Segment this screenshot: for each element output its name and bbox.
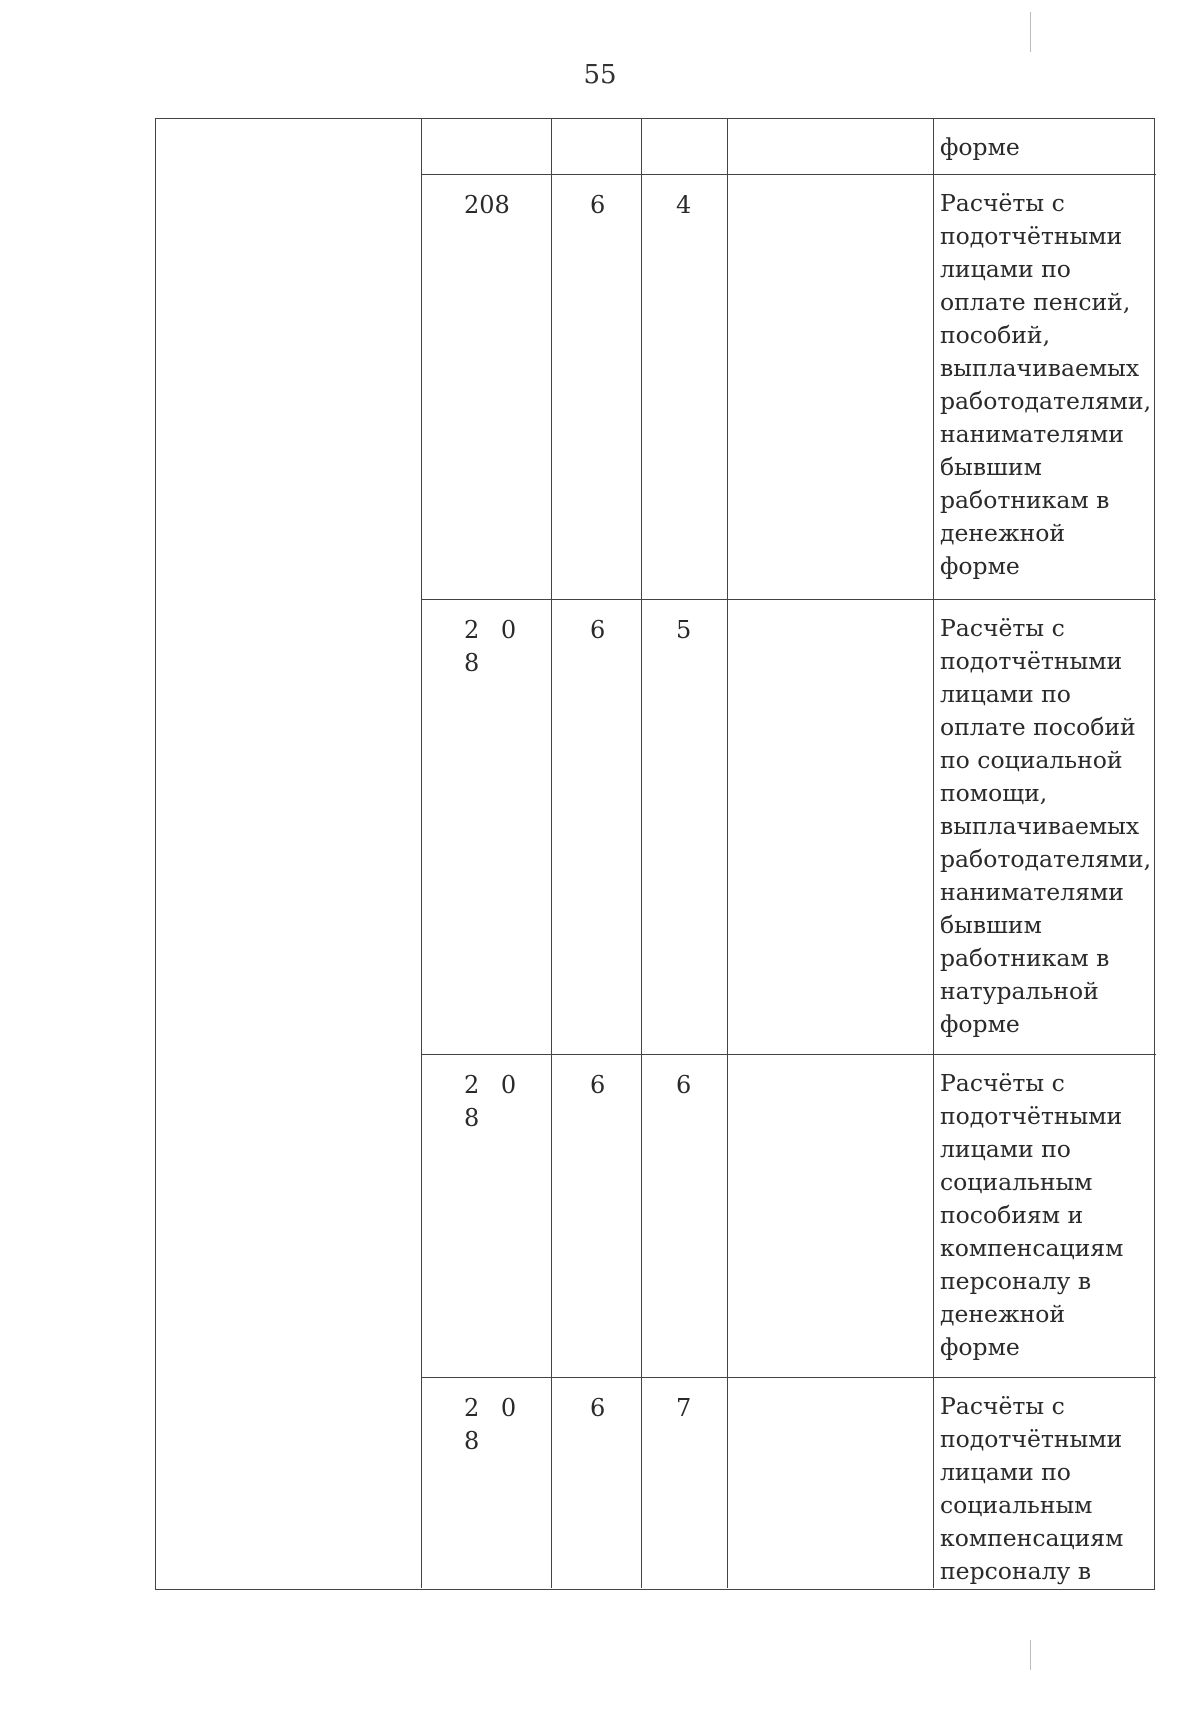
account-description-cell: Расчёты с подотчётными лицами по социальным компенсациям персоналу в xyxy=(933,1378,1156,1588)
subaccount-cell: 6 xyxy=(551,1378,641,1588)
account-code-cell: 208 xyxy=(421,175,551,599)
account-description-cell: Расчёты с подотчётными лицами по оплате пенсий, пособий, выплачиваемых работодателями, нанимателями бывшим работникам в денежной форме xyxy=(933,175,1156,599)
scan-artifact-line-top xyxy=(1030,12,1031,52)
accounts-table xyxy=(155,118,1155,1590)
subaccount-cell: 6 xyxy=(551,1055,641,1377)
subaccount-cell: 6 xyxy=(551,175,641,599)
subaccount-cell xyxy=(551,119,641,174)
account-description-cell: форме xyxy=(933,119,1156,174)
account-code-cell: 2 0 8 xyxy=(421,600,551,1054)
page-number: 55 xyxy=(583,60,617,90)
table-row xyxy=(421,174,1156,599)
analytic-code-cell: 4 xyxy=(641,175,727,599)
empty-cell xyxy=(727,600,933,1054)
empty-cell xyxy=(727,175,933,599)
subaccount-cell: 6 xyxy=(551,600,641,1054)
table-row xyxy=(421,1377,1156,1588)
analytic-code-cell: 6 xyxy=(641,1055,727,1377)
account-code-cell: 2 0 8 xyxy=(421,1378,551,1588)
table-row xyxy=(421,1054,1156,1377)
table-row xyxy=(421,119,1156,174)
empty-cell xyxy=(727,1055,933,1377)
empty-cell xyxy=(727,119,933,174)
account-code-cell xyxy=(421,119,551,174)
account-description-cell: Расчёты с подотчётными лицами по оплате пособий по социальной помощи, выплачиваемых работодателями, нанимателями бывшим работникам в натуральной форме xyxy=(933,600,1156,1054)
table-row xyxy=(421,599,1156,1054)
analytic-code-cell xyxy=(641,119,727,174)
analytic-code-cell: 5 xyxy=(641,600,727,1054)
analytic-code-cell: 7 xyxy=(641,1378,727,1588)
account-code-cell: 2 0 8 xyxy=(421,1055,551,1377)
scan-artifact-line-bottom xyxy=(1030,1640,1031,1670)
account-description-cell: Расчёты с подотчётными лицами по социальным пособиям и компенсациям персоналу в денежной форме xyxy=(933,1055,1156,1377)
empty-cell xyxy=(727,1378,933,1588)
